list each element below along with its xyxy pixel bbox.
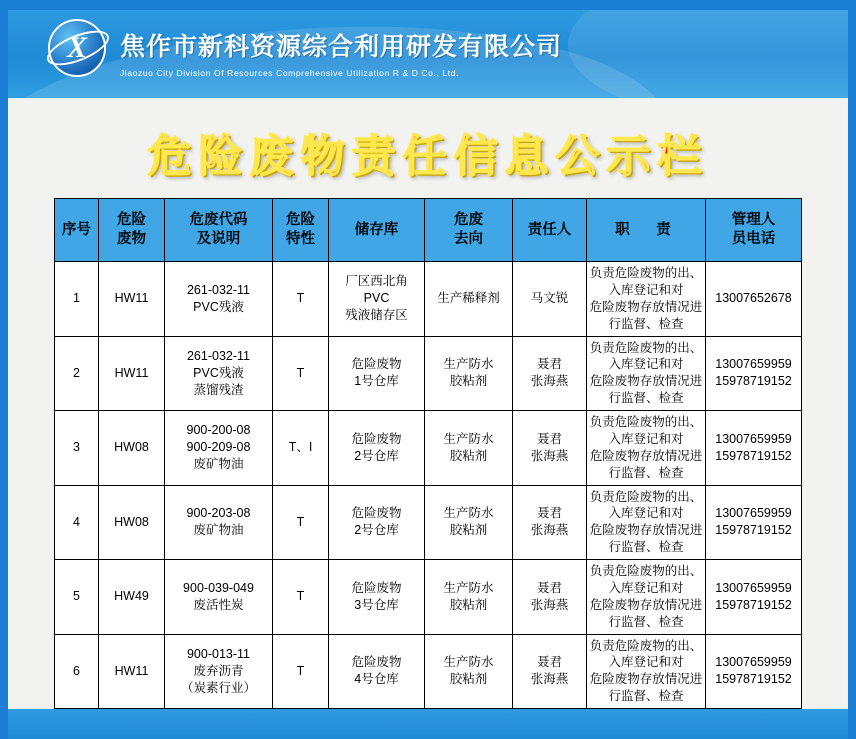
table-area (8, 198, 848, 709)
cell-person (513, 634, 587, 709)
cell-duty-line1: 负责危险废物的出、入库登记和对 (589, 340, 703, 372)
cell-code (165, 262, 273, 337)
cell-code-line2: 废弃沥青 (193, 663, 244, 678)
cell-character-line1: T (296, 589, 305, 604)
cell-no-line1: 2 (73, 365, 80, 380)
cell-person-line1: 聂君 (536, 506, 562, 521)
cell-person-line2: 张海燕 (530, 374, 569, 389)
cell-store-line1: 危险废物 (351, 357, 402, 372)
footer-band (8, 709, 848, 739)
title-area (8, 98, 848, 198)
cell-character-line1: T (296, 365, 305, 380)
cell-code-line1: 900-013-11 (186, 646, 250, 661)
cell-duty-line2: 危险废物存放情况进行监督、检查 (589, 597, 703, 629)
cell-duty (587, 411, 706, 486)
cell-character-line1: T (296, 663, 305, 678)
cell-character (273, 634, 329, 709)
cell-no (55, 634, 99, 709)
cell-phone-line1: 13007659959 (715, 431, 792, 446)
cell-phone (706, 485, 802, 560)
cell-destination-line1: 生产防水 (443, 431, 494, 446)
cell-character (273, 262, 329, 337)
cell-code (165, 560, 273, 635)
cell-phone-line2: 15978719152 (715, 672, 792, 687)
cell-destination-line1: 生产防水 (443, 655, 494, 670)
cell-person (513, 336, 587, 411)
cell-store (329, 560, 425, 635)
cell-duty (587, 560, 706, 635)
cell-no-line1: 3 (73, 440, 80, 455)
table-row (55, 262, 802, 337)
cell-phone (706, 336, 802, 411)
cell-waste-line1: HW11 (114, 365, 149, 380)
cell-phone-line1: 13007652678 (715, 291, 792, 306)
cell-phone-line2: 15978719152 (715, 597, 792, 612)
poster-inner (8, 10, 848, 704)
cell-character (273, 336, 329, 411)
cell-code-line3: 废矿物油 (193, 457, 244, 472)
cell-phone (706, 262, 802, 337)
cell-code (165, 411, 273, 486)
cell-duty (587, 485, 706, 560)
column-header-phone (706, 199, 802, 262)
cell-waste (99, 634, 165, 709)
cell-phone-line2: 15978719152 (715, 374, 792, 389)
cell-no (55, 411, 99, 486)
cell-code-line2: 废活性炭 (193, 597, 244, 612)
cell-no-line1: 4 (73, 514, 80, 529)
cell-code-line1: 900-200-08 (186, 423, 251, 438)
hazardous-waste-table (54, 198, 802, 709)
cell-code (165, 336, 273, 411)
cell-character-line1: T、I (288, 440, 313, 455)
cell-duty-line1: 负责危险废物的出、入库登记和对 (589, 415, 703, 446)
cell-person-line1: 马文锐 (530, 291, 569, 306)
cell-destination (425, 634, 513, 709)
cell-store (329, 411, 425, 486)
column-header-destination (425, 199, 513, 262)
column-header-code-line2: 及说明 (196, 231, 241, 247)
column-header-code (165, 199, 273, 262)
cell-waste (99, 336, 165, 411)
cell-destination-line2: 胶粘剂 (449, 523, 488, 538)
cell-store-line1: 厂区西北角 (345, 274, 408, 289)
column-header-destination-line1: 危废 (454, 212, 483, 229)
cell-no-line1: 5 (73, 589, 80, 604)
cell-no (55, 336, 99, 411)
cell-phone-line2: 15978719152 (715, 448, 792, 463)
cell-phone-line1: 13007659959 (715, 506, 792, 521)
cell-person-line2: 张海燕 (530, 672, 569, 687)
cell-waste-line1: HW11 (114, 291, 149, 306)
column-header-code-line1: 危废代码 (189, 212, 248, 229)
cell-person (513, 262, 587, 337)
cell-duty-line1: 负责危险废物的出、入库登记和对 (589, 266, 703, 297)
cell-code-line3: 蒸馏残渣 (193, 382, 244, 397)
cell-no (55, 560, 99, 635)
cell-no (55, 485, 99, 560)
cell-character (273, 411, 329, 486)
cell-character-line1: T (296, 514, 305, 529)
cell-store-line2: 3号仓库 (354, 597, 399, 612)
cell-code-line1: 261-032-11 (186, 348, 250, 363)
cell-person (513, 560, 587, 635)
column-header-waste-line2: 废物 (117, 231, 146, 247)
cell-person-line1: 聂君 (536, 655, 562, 670)
column-header-person-label: 责任人 (527, 221, 572, 238)
cell-waste-line1: HW08 (114, 514, 149, 529)
company-name-en: Jiaozuo City Division Of Resources Comprehensive Utilization R & D Co., Ltd. (120, 68, 459, 78)
cell-phone (706, 560, 802, 635)
cell-store-line2: 2号仓库 (354, 523, 399, 538)
cell-store-line2: 1号仓库 (354, 374, 399, 389)
cell-destination-line1: 生产防水 (443, 580, 494, 595)
cell-store-line1: 危险废物 (351, 580, 402, 595)
cell-phone (706, 411, 802, 486)
page-title: 危险废物责任信息公示栏 (147, 132, 709, 181)
cell-character (273, 560, 329, 635)
cell-store-line3: 残液储存区 (345, 308, 408, 323)
cell-person-line1: 聂君 (536, 580, 562, 595)
cell-person-line1: 聂君 (536, 431, 562, 446)
cell-destination-line1: 生产防水 (443, 357, 494, 372)
cell-destination-line2: 胶粘剂 (449, 672, 488, 687)
cell-character (273, 485, 329, 560)
cell-no (55, 262, 99, 337)
cell-duty-line1: 负责危险废物的出、入库登记和对 (589, 564, 703, 595)
cell-phone-line2: 15978719152 (715, 523, 792, 538)
cell-waste-line1: HW49 (114, 589, 149, 604)
company-logo (48, 19, 110, 81)
cell-code-line1: 900-039-049 (183, 580, 254, 595)
cell-code-line2: 废矿物油 (193, 523, 244, 538)
cell-destination (425, 262, 513, 337)
cell-store (329, 336, 425, 411)
cell-duty-line2: 危险废物存放情况进行监督、检查 (589, 299, 703, 331)
cell-store-line1: 危险废物 (351, 506, 402, 521)
cell-store-line1: 危险废物 (351, 655, 402, 670)
table-row (55, 560, 802, 635)
column-header-no (55, 199, 99, 262)
cell-duty-line2: 危险废物存放情况进行监督、检查 (589, 374, 703, 406)
table-header-row (55, 199, 802, 262)
table-row (55, 411, 802, 486)
cell-duty-line1: 负责危险废物的出、入库登记和对 (589, 638, 703, 670)
column-header-character (273, 199, 329, 262)
cell-store (329, 634, 425, 709)
column-header-duty (587, 199, 706, 262)
cell-duty-line2: 危险废物存放情况进行监督、检查 (589, 672, 703, 704)
cell-code (165, 634, 273, 709)
cell-destination-line1: 生产稀释剂 (437, 291, 500, 306)
cell-store (329, 485, 425, 560)
cell-store-line2: PVC (363, 291, 390, 306)
cell-destination (425, 336, 513, 411)
cell-person (513, 411, 587, 486)
cell-character-line1: T (296, 291, 305, 306)
company-name-cn: 焦作市新科资源综合利用研发有限公司 (120, 33, 563, 61)
cell-duty-line1: 负责危险废物的出、入库登记和对 (589, 489, 703, 521)
cell-code-line1: 261-032-11 (186, 282, 250, 297)
logo-letter: X (66, 31, 87, 64)
cell-waste-line1: HW11 (114, 663, 149, 678)
column-header-phone-line1: 管理人 (731, 212, 776, 229)
cell-person-line1: 聂君 (536, 357, 562, 372)
cell-no-line1: 6 (73, 663, 80, 678)
cell-duty (587, 634, 706, 709)
cell-duty (587, 262, 706, 337)
column-header-waste (99, 199, 165, 262)
column-header-store (329, 199, 425, 262)
cell-duty-line2: 危险废物存放情况进行监督、检查 (589, 448, 703, 480)
cell-destination-line2: 胶粘剂 (449, 597, 488, 612)
cell-phone-line1: 13007659959 (715, 357, 792, 372)
cell-person-line2: 张海燕 (530, 597, 569, 612)
column-header-waste-line1: 危险 (117, 212, 146, 229)
column-header-duty-label: 职 责 (615, 221, 677, 238)
cell-code-line1: 900-203-08 (186, 506, 251, 521)
cell-waste (99, 262, 165, 337)
cell-destination-line2: 胶粘剂 (449, 374, 488, 389)
cell-duty (587, 336, 706, 411)
table-row (55, 336, 802, 411)
column-header-character-line2: 特性 (286, 231, 315, 247)
column-header-no-label: 序号 (62, 221, 91, 238)
cell-code-line3: （炭素行业） (180, 680, 256, 695)
cell-person (513, 485, 587, 560)
cell-phone-line1: 13007659959 (715, 655, 792, 670)
table-body (55, 262, 802, 709)
cell-duty-line2: 危险废物存放情况进行监督、检查 (589, 523, 703, 555)
cell-destination-line1: 生产防水 (443, 506, 494, 521)
cell-person-line2: 张海燕 (530, 523, 569, 538)
cell-waste (99, 485, 165, 560)
cell-store-line2: 4号仓库 (354, 672, 399, 687)
cell-code-line2: PVC残液 (193, 299, 244, 314)
column-header-phone-line2: 员电话 (731, 231, 776, 247)
cell-code-line2: PVC残液 (193, 365, 244, 380)
cell-store (329, 262, 425, 337)
company-name-block (120, 27, 562, 78)
cell-no-line1: 1 (73, 291, 80, 306)
cell-waste-line1: HW08 (114, 440, 149, 455)
cell-store-line1: 危险废物 (351, 431, 402, 446)
table-row (55, 634, 802, 709)
column-header-person (513, 199, 587, 262)
cell-destination-line2: 胶粘剂 (449, 448, 488, 463)
cell-waste (99, 411, 165, 486)
cell-waste (99, 560, 165, 635)
company-header-band (8, 10, 848, 98)
cell-destination (425, 485, 513, 560)
cell-destination (425, 411, 513, 486)
column-header-store-label: 储存库 (354, 221, 399, 238)
cell-phone-line1: 13007659959 (715, 580, 792, 595)
column-header-character-line1: 危险 (286, 212, 315, 229)
cell-code-line2: 900-209-08 (186, 440, 251, 455)
cell-person-line2: 张海燕 (530, 448, 569, 463)
table-row (55, 485, 802, 560)
cell-code (165, 485, 273, 560)
cell-store-line2: 2号仓库 (354, 448, 399, 463)
cell-destination (425, 560, 513, 635)
cell-phone (706, 634, 802, 709)
column-header-destination-line2: 去向 (454, 231, 483, 247)
